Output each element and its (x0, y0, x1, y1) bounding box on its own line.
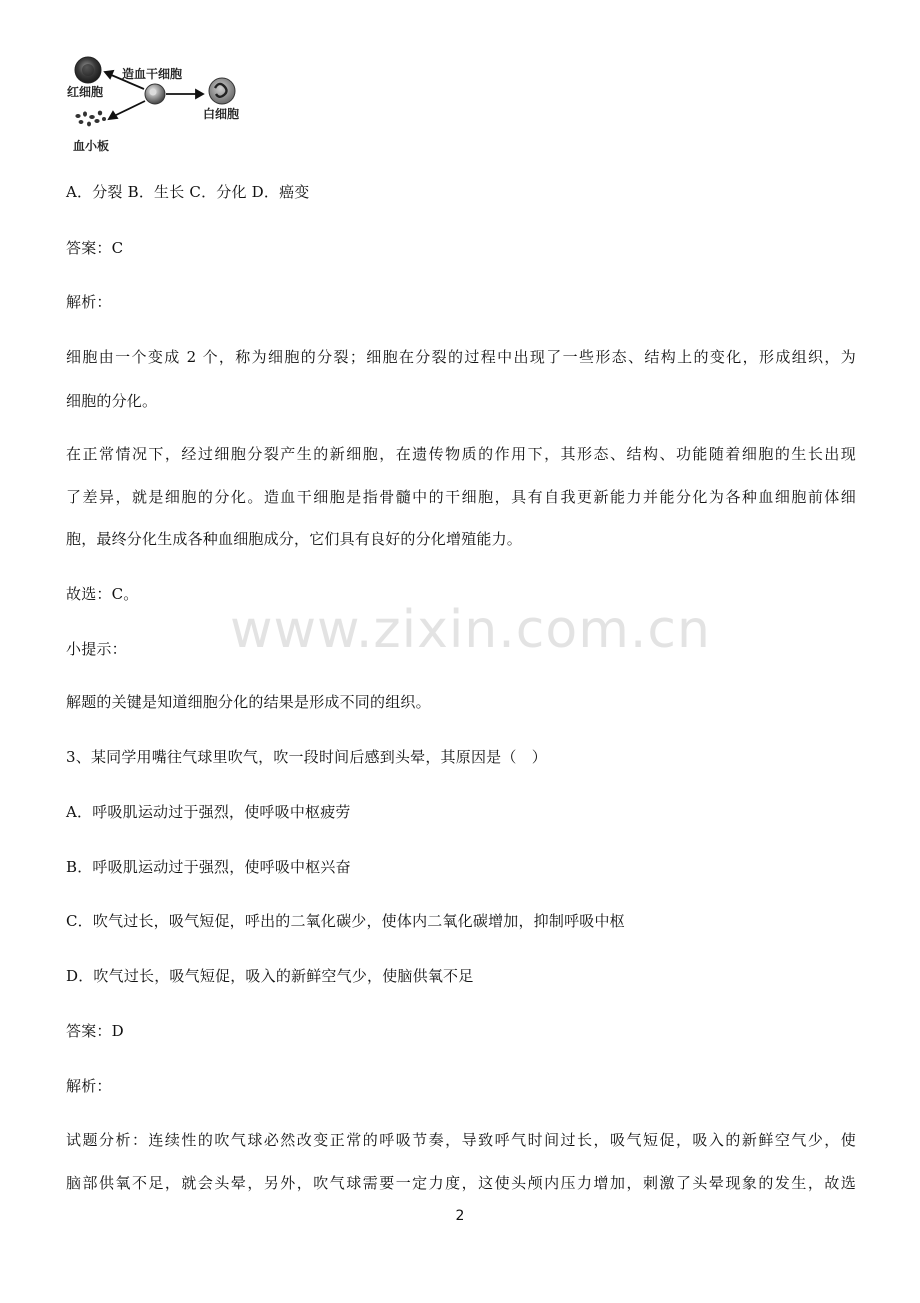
option-b: B．呼吸肌运动过于强烈，使呼吸中枢兴奋 (66, 858, 351, 876)
platelet-label: 血小板 (73, 139, 110, 153)
white-blood-cell-icon (209, 78, 235, 104)
stem-cell-label: 造血干细胞 (122, 67, 183, 81)
analysis-paragraph-line: 细胞的分化。 (66, 392, 158, 410)
tip-text: 解题的关键是知道细胞分化的结果是形成不同的组织。 (66, 693, 431, 711)
option-d: D．吹气过长，吸气短促，吸入的新鲜空气少，使脑供氧不足 (66, 967, 474, 985)
page-number: 2 (455, 1208, 465, 1224)
cell-differentiation-figure (62, 50, 262, 160)
stem-cell-icon (145, 84, 165, 104)
conclusion-line: 故选：C。 (66, 585, 139, 603)
watermark: www.zixin.com.cn (230, 600, 711, 660)
platelet-icon (75, 111, 106, 127)
analysis-paragraph-line: 试题分析：连续性的吹气球必然改变正常的呼吸节奏，导致呼气时间过长，吸气短促，吸入的新鲜空气少，使 (66, 1131, 856, 1149)
option-c: C．吹气过长，吸气短促，呼出的二氧化碳少，使体内二氧化碳增加，抑制呼吸中枢 (66, 912, 625, 930)
answer-line: 答案：D (66, 1022, 124, 1040)
question-3-stem: 3、某同学用嘴往气球里吹气，吹一段时间后感到头晕，其原因是（ ） (66, 748, 547, 766)
red-blood-cell-icon (75, 57, 101, 83)
answer-line: 答案：C (66, 239, 124, 257)
analysis-paragraph-line: 细胞由一个变成 2 个，称为细胞的分裂；细胞在分裂的过程中出现了一些形态、结构上的变化，形成组织，为 (66, 348, 856, 366)
analysis-paragraph-line: 在正常情况下，经过细胞分裂产生的新细胞，在遗传物质的作用下，其形态、结构、功能随着细胞的生长出现 (66, 445, 856, 463)
analysis-paragraph-line: 胞，最终分化生成各种血细胞成分，它们具有良好的分化增殖能力。 (66, 530, 523, 548)
red-cell-label: 红细胞 (67, 85, 104, 99)
analysis-heading: 解析： (66, 293, 112, 311)
tip-heading: 小提示： (66, 640, 127, 658)
analysis-heading: 解析： (66, 1077, 112, 1095)
white-cell-label: 白细胞 (203, 107, 240, 121)
analysis-paragraph-line: 脑部供氧不足，就会头晕，另外，吹气球需要一定力度，这使头颅内压力增加，刺激了头晕现象的发生，故选 (66, 1174, 856, 1192)
question-options-line: A．分裂 B．生长 C．分化 D．癌变 (66, 183, 310, 201)
option-a: A．呼吸肌运动过于强烈，使呼吸中枢疲劳 (66, 803, 351, 821)
analysis-paragraph-line: 了差异，就是细胞的分化。造血干细胞是指骨髓中的干细胞，具有自我更新能力并能分化为各种血细胞前体细 (66, 488, 856, 506)
